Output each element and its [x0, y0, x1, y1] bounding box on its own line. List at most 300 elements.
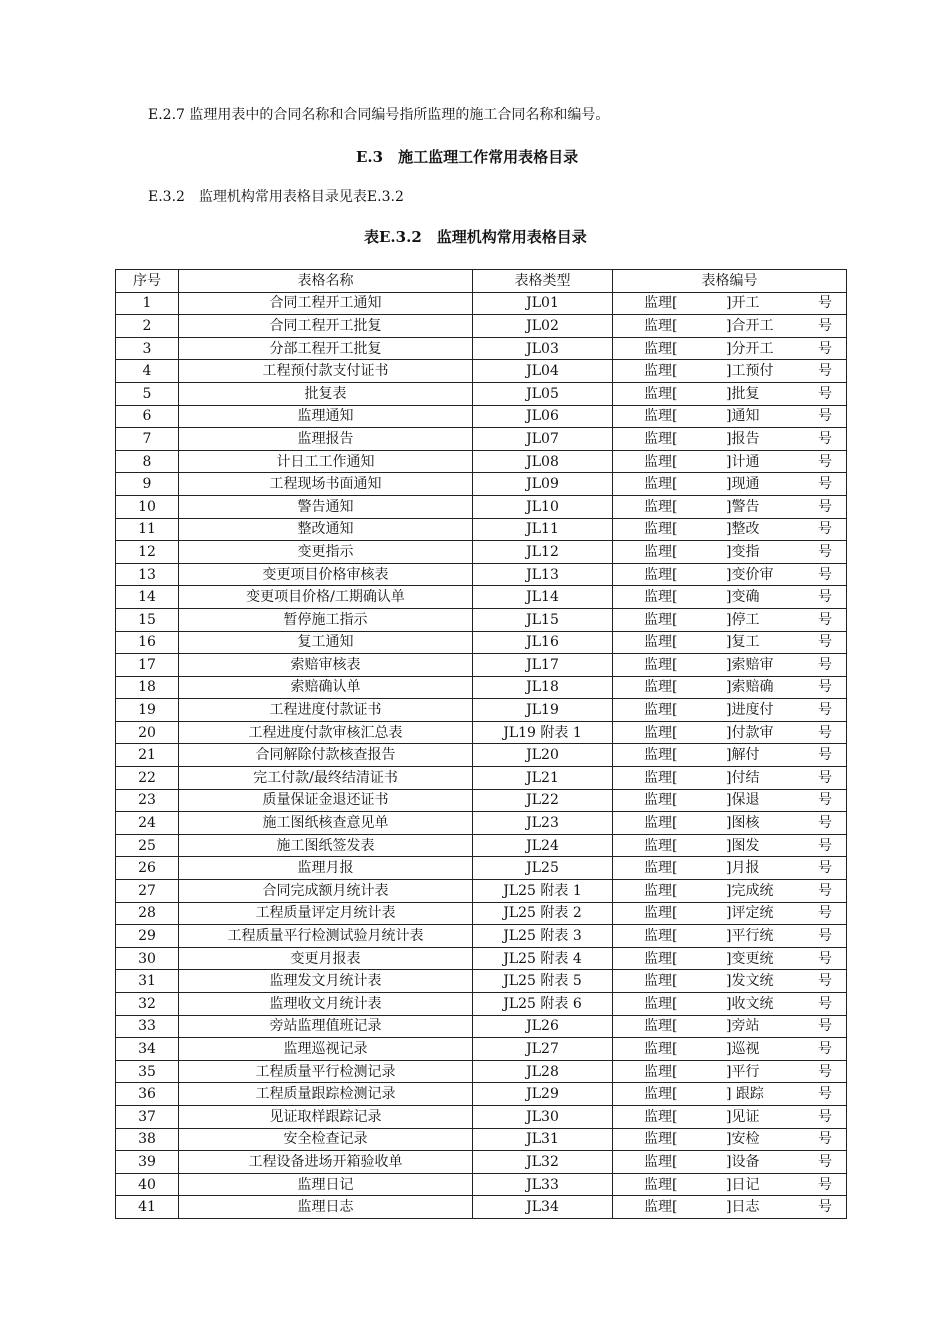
form-catalog-table	[115, 269, 847, 1219]
code-suffix: 号	[818, 950, 832, 967]
row-form-type: JL26	[473, 1015, 613, 1038]
row-form-code	[613, 744, 847, 767]
table-row	[116, 902, 847, 925]
row-form-type: JL06	[473, 405, 613, 428]
code-prefix: 监理[	[644, 340, 678, 357]
row-form-code	[613, 993, 847, 1016]
code-suffix: 号	[818, 611, 832, 628]
row-form-name: 分部工程开工批复	[179, 337, 473, 360]
row-form-code	[613, 857, 847, 880]
code-abbrev: ]月报	[726, 860, 760, 877]
table-row	[116, 563, 847, 586]
row-no: 5	[116, 382, 179, 405]
row-form-name: 变更指示	[179, 541, 473, 564]
row-no: 16	[116, 631, 179, 654]
row-form-name: 工程质量平行检测试验月统计表	[179, 925, 473, 948]
row-form-code	[613, 360, 847, 383]
code-prefix: 监理[	[644, 295, 678, 312]
row-form-type: JL10	[473, 495, 613, 518]
row-form-name: 安全检查记录	[179, 1128, 473, 1151]
header-no: 序号	[116, 270, 179, 293]
code-suffix: 号	[818, 476, 832, 493]
row-form-code	[613, 1060, 847, 1083]
row-no: 38	[116, 1128, 179, 1151]
header-form-type: 表格类型	[473, 270, 613, 293]
code-prefix: 监理[	[644, 656, 678, 673]
code-suffix: 号	[818, 837, 832, 854]
row-form-code	[613, 812, 847, 835]
code-abbrev: ]安检	[726, 1131, 760, 1148]
table-row	[116, 608, 847, 631]
code-abbrev: ]警告	[726, 498, 760, 515]
row-form-type: JL25 附表 1	[473, 880, 613, 903]
code-suffix: 号	[818, 566, 832, 583]
row-form-code	[613, 428, 847, 451]
code-suffix: 号	[818, 408, 832, 425]
code-abbrev: ]巡视	[726, 1040, 760, 1057]
row-no: 15	[116, 608, 179, 631]
code-abbrev: ]变指	[726, 543, 760, 560]
row-form-type: JL25 附表 4	[473, 947, 613, 970]
table-row	[116, 857, 847, 880]
row-form-code	[613, 541, 847, 564]
code-abbrev: ]发文统	[726, 973, 774, 990]
table-row	[116, 721, 847, 744]
code-prefix: 监理[	[644, 815, 678, 832]
row-form-code	[613, 947, 847, 970]
code-abbrev: ]索赔审	[726, 656, 774, 673]
code-abbrev: ]工预付	[726, 363, 774, 380]
table-row	[116, 812, 847, 835]
row-no: 23	[116, 789, 179, 812]
row-no: 11	[116, 518, 179, 541]
code-abbrev: ]设备	[726, 1153, 760, 1170]
row-no: 10	[116, 495, 179, 518]
row-no: 19	[116, 699, 179, 722]
code-prefix: 监理[	[644, 995, 678, 1012]
table-row	[116, 315, 847, 338]
code-abbrev: ]合开工	[726, 317, 774, 334]
row-form-type: JL07	[473, 428, 613, 451]
row-form-name: 工程进度付款审核汇总表	[179, 721, 473, 744]
table-row	[116, 292, 847, 315]
row-no: 30	[116, 947, 179, 970]
code-prefix: 监理[	[644, 408, 678, 425]
row-form-code	[613, 315, 847, 338]
code-prefix: 监理[	[644, 611, 678, 628]
row-form-name: 变更项目价格审核表	[179, 563, 473, 586]
row-form-type: JL03	[473, 337, 613, 360]
code-prefix: 监理[	[644, 1199, 678, 1216]
row-no: 4	[116, 360, 179, 383]
row-no: 32	[116, 993, 179, 1016]
row-form-name: 监理日志	[179, 1196, 473, 1219]
row-form-code	[613, 608, 847, 631]
table-row	[116, 925, 847, 948]
row-form-code	[613, 789, 847, 812]
code-prefix: 监理[	[644, 385, 678, 402]
code-suffix: 号	[818, 995, 832, 1012]
row-form-type: JL28	[473, 1060, 613, 1083]
code-prefix: 监理[	[644, 453, 678, 470]
row-no: 13	[116, 563, 179, 586]
code-prefix: 监理[	[644, 476, 678, 493]
table-row	[116, 654, 847, 677]
row-form-type: JL25 附表 2	[473, 902, 613, 925]
row-form-code	[613, 902, 847, 925]
row-form-name: 整改通知	[179, 518, 473, 541]
code-suffix: 号	[818, 928, 832, 945]
row-form-name: 暂停施工指示	[179, 608, 473, 631]
row-form-code	[613, 405, 847, 428]
row-form-name: 索赔审核表	[179, 654, 473, 677]
row-form-type: JL20	[473, 744, 613, 767]
table-row	[116, 1196, 847, 1219]
row-form-type: JL24	[473, 834, 613, 857]
code-suffix: 号	[818, 453, 832, 470]
code-prefix: 监理[	[644, 679, 678, 696]
table-row	[116, 1015, 847, 1038]
table-row	[116, 1173, 847, 1196]
row-form-code	[613, 654, 847, 677]
code-suffix: 号	[818, 1018, 832, 1035]
table-row	[116, 586, 847, 609]
row-form-type: JL09	[473, 473, 613, 496]
header-form-code: 表格编号	[613, 270, 847, 293]
row-form-name: 合同工程开工通知	[179, 292, 473, 315]
code-prefix: 监理[	[644, 702, 678, 719]
row-no: 25	[116, 834, 179, 857]
row-form-type: JL22	[473, 789, 613, 812]
row-no: 7	[116, 428, 179, 451]
row-form-code	[613, 382, 847, 405]
row-form-type: JL27	[473, 1038, 613, 1061]
row-form-name: 工程质量平行检测记录	[179, 1060, 473, 1083]
code-suffix: 号	[818, 543, 832, 560]
row-form-name: 施工图纸核查意见单	[179, 812, 473, 835]
code-suffix: 号	[818, 295, 832, 312]
code-abbrev: ]变确	[726, 589, 760, 606]
row-form-code	[613, 767, 847, 790]
table-row	[116, 541, 847, 564]
code-suffix: 号	[818, 385, 832, 402]
code-suffix: 号	[818, 815, 832, 832]
code-prefix: 监理[	[644, 928, 678, 945]
row-form-type: JL25 附表 3	[473, 925, 613, 948]
row-no: 37	[116, 1105, 179, 1128]
code-abbrev: ]付款审	[726, 724, 774, 741]
row-form-type: JL34	[473, 1196, 613, 1219]
row-form-type: JL15	[473, 608, 613, 631]
row-form-type: JL17	[473, 654, 613, 677]
code-prefix: 监理[	[644, 634, 678, 651]
row-no: 12	[116, 541, 179, 564]
row-form-name: 复工通知	[179, 631, 473, 654]
row-form-code	[613, 1151, 847, 1174]
row-form-type: JL01	[473, 292, 613, 315]
row-form-type: JL16	[473, 631, 613, 654]
row-no: 18	[116, 676, 179, 699]
table-row	[116, 1083, 847, 1106]
row-form-name: 合同解除付款核查报告	[179, 744, 473, 767]
code-prefix: 监理[	[644, 566, 678, 583]
row-no: 27	[116, 880, 179, 903]
row-no: 29	[116, 925, 179, 948]
row-form-code	[613, 721, 847, 744]
code-abbrev: ]保退	[726, 792, 760, 809]
row-form-code	[613, 631, 847, 654]
code-suffix: 号	[818, 702, 832, 719]
table-row	[116, 834, 847, 857]
row-form-code	[613, 676, 847, 699]
code-suffix: 号	[818, 860, 832, 877]
clause-e-3-2: E.3.2 监理机构常用表格目录见表E.3.2	[148, 189, 404, 205]
table-row	[116, 1105, 847, 1128]
code-prefix: 监理[	[644, 521, 678, 538]
code-prefix: 监理[	[644, 882, 678, 899]
table-row	[116, 676, 847, 699]
code-abbrev: ]计通	[726, 453, 760, 470]
code-prefix: 监理[	[644, 430, 678, 447]
table-row	[116, 1151, 847, 1174]
code-suffix: 号	[818, 905, 832, 922]
row-form-code	[613, 970, 847, 993]
row-form-code	[613, 450, 847, 473]
code-abbrev: ]分开工	[726, 340, 774, 357]
code-prefix: 监理[	[644, 950, 678, 967]
row-no: 2	[116, 315, 179, 338]
row-form-type: JL25 附表 6	[473, 993, 613, 1016]
row-form-type: JL14	[473, 586, 613, 609]
row-no: 34	[116, 1038, 179, 1061]
code-suffix: 号	[818, 792, 832, 809]
code-abbrev: ]评定统	[726, 905, 774, 922]
code-abbrev: ]见证	[726, 1108, 760, 1125]
row-no: 14	[116, 586, 179, 609]
row-no: 24	[116, 812, 179, 835]
code-suffix: 号	[818, 724, 832, 741]
row-form-code	[613, 1038, 847, 1061]
row-form-type: JL25 附表 5	[473, 970, 613, 993]
code-abbrev: ]变更统	[726, 950, 774, 967]
row-form-name: 工程预付款支付证书	[179, 360, 473, 383]
table-row	[116, 518, 847, 541]
row-form-type: JL12	[473, 541, 613, 564]
row-form-code	[613, 563, 847, 586]
row-form-code	[613, 1105, 847, 1128]
row-no: 41	[116, 1196, 179, 1219]
row-form-type: JL02	[473, 315, 613, 338]
row-no: 35	[116, 1060, 179, 1083]
table-row	[116, 450, 847, 473]
row-form-name: 工程质量跟踪检测记录	[179, 1083, 473, 1106]
code-prefix: 监理[	[644, 1040, 678, 1057]
table-row	[116, 405, 847, 428]
clause-e-2-7: E.2.7 监理用表中的合同名称和合同编号指所监理的施工合同名称和编号。	[148, 107, 610, 123]
table-title: 表E.3.2 监理机构常用表格目录	[364, 228, 587, 246]
row-form-type: JL31	[473, 1128, 613, 1151]
table-row	[116, 880, 847, 903]
row-form-code	[613, 473, 847, 496]
code-abbrev: ]整改	[726, 521, 760, 538]
table-row	[116, 1060, 847, 1083]
code-abbrev: ]解付	[726, 747, 760, 764]
code-suffix: 号	[818, 656, 832, 673]
row-form-name: 工程现场书面通知	[179, 473, 473, 496]
code-prefix: 监理[	[644, 1086, 678, 1103]
code-abbrev: ] 跟踪	[726, 1086, 764, 1103]
code-suffix: 号	[818, 340, 832, 357]
code-prefix: 监理[	[644, 1018, 678, 1035]
row-no: 39	[116, 1151, 179, 1174]
table-header-row	[116, 270, 847, 293]
code-suffix: 号	[818, 679, 832, 696]
row-form-name: 计日工工作通知	[179, 450, 473, 473]
code-suffix: 号	[818, 521, 832, 538]
code-abbrev: ]图发	[726, 837, 760, 854]
row-form-code	[613, 1015, 847, 1038]
code-abbrev: ]收文统	[726, 995, 774, 1012]
code-suffix: 号	[818, 634, 832, 651]
row-form-type: JL30	[473, 1105, 613, 1128]
row-no: 17	[116, 654, 179, 677]
code-abbrev: ]批复	[726, 385, 760, 402]
row-form-code	[613, 292, 847, 315]
row-no: 6	[116, 405, 179, 428]
row-form-type: JL25	[473, 857, 613, 880]
code-suffix: 号	[818, 589, 832, 606]
row-form-name: 监理月报	[179, 857, 473, 880]
row-no: 31	[116, 970, 179, 993]
code-suffix: 号	[818, 1153, 832, 1170]
code-prefix: 监理[	[644, 724, 678, 741]
row-form-code	[613, 1128, 847, 1151]
code-abbrev: ]完成统	[726, 882, 774, 899]
code-abbrev: ]旁站	[726, 1018, 760, 1035]
table-row	[116, 382, 847, 405]
row-form-type: JL32	[473, 1151, 613, 1174]
row-form-type: JL21	[473, 767, 613, 790]
row-no: 20	[116, 721, 179, 744]
code-abbrev: ]复工	[726, 634, 760, 651]
table-row	[116, 789, 847, 812]
code-prefix: 监理[	[644, 363, 678, 380]
code-prefix: 监理[	[644, 1176, 678, 1193]
code-suffix: 号	[818, 747, 832, 764]
code-suffix: 号	[818, 1176, 832, 1193]
row-form-name: 工程进度付款证书	[179, 699, 473, 722]
row-no: 26	[116, 857, 179, 880]
code-suffix: 号	[818, 1040, 832, 1057]
code-suffix: 号	[818, 1131, 832, 1148]
code-abbrev: ]平行统	[726, 928, 774, 945]
row-form-type: JL33	[473, 1173, 613, 1196]
code-abbrev: ]日志	[726, 1199, 760, 1216]
code-prefix: 监理[	[644, 317, 678, 334]
table-row	[116, 473, 847, 496]
row-form-name: 合同工程开工批复	[179, 315, 473, 338]
row-form-name: 见证取样跟踪记录	[179, 1105, 473, 1128]
row-form-type: JL11	[473, 518, 613, 541]
code-abbrev: ]停工	[726, 611, 760, 628]
row-no: 22	[116, 767, 179, 790]
code-abbrev: ]进度付	[726, 702, 774, 719]
table-row	[116, 428, 847, 451]
row-form-name: 监理日记	[179, 1173, 473, 1196]
table-body	[116, 292, 847, 1218]
row-form-code	[613, 699, 847, 722]
code-suffix: 号	[818, 1063, 832, 1080]
code-prefix: 监理[	[644, 837, 678, 854]
row-no: 33	[116, 1015, 179, 1038]
code-prefix: 监理[	[644, 543, 678, 560]
row-no: 28	[116, 902, 179, 925]
row-form-code	[613, 880, 847, 903]
code-prefix: 监理[	[644, 1131, 678, 1148]
row-form-code	[613, 1173, 847, 1196]
row-form-name: 旁站监理值班记录	[179, 1015, 473, 1038]
code-abbrev: ]现通	[726, 476, 760, 493]
row-form-type: JL13	[473, 563, 613, 586]
code-prefix: 监理[	[644, 792, 678, 809]
row-form-name: 合同完成额月统计表	[179, 880, 473, 903]
code-suffix: 号	[818, 1199, 832, 1216]
row-form-name: 变更项目价格/工期确认单	[179, 586, 473, 609]
row-form-type: JL29	[473, 1083, 613, 1106]
code-abbrev: ]图核	[726, 815, 760, 832]
row-form-type: JL08	[473, 450, 613, 473]
code-prefix: 监理[	[644, 1063, 678, 1080]
row-form-name: 施工图纸签发表	[179, 834, 473, 857]
code-abbrev: ]变价审	[726, 566, 774, 583]
table-row	[116, 993, 847, 1016]
section-heading: E.3 施工监理工作常用表格目录	[356, 148, 579, 166]
row-form-code	[613, 1196, 847, 1219]
code-suffix: 号	[818, 973, 832, 990]
row-form-name: 监理发文月统计表	[179, 970, 473, 993]
row-form-type: JL18	[473, 676, 613, 699]
header-form-name: 表格名称	[179, 270, 473, 293]
row-form-name: 批复表	[179, 382, 473, 405]
row-form-type: JL04	[473, 360, 613, 383]
row-no: 8	[116, 450, 179, 473]
row-form-name: 监理巡视记录	[179, 1038, 473, 1061]
code-abbrev: ]索赔确	[726, 679, 774, 696]
row-no: 36	[116, 1083, 179, 1106]
row-no: 3	[116, 337, 179, 360]
row-form-code	[613, 1083, 847, 1106]
row-form-name: 质量保证金退还证书	[179, 789, 473, 812]
row-form-name: 索赔确认单	[179, 676, 473, 699]
row-form-code	[613, 925, 847, 948]
code-abbrev: ]开工	[726, 295, 760, 312]
code-suffix: 号	[818, 1108, 832, 1125]
code-abbrev: ]付结	[726, 769, 760, 786]
code-suffix: 号	[818, 1086, 832, 1103]
table-row	[116, 699, 847, 722]
code-abbrev: ]平行	[726, 1063, 760, 1080]
code-suffix: 号	[818, 882, 832, 899]
table-row	[116, 744, 847, 767]
code-prefix: 监理[	[644, 1153, 678, 1170]
row-form-code	[613, 518, 847, 541]
code-suffix: 号	[818, 363, 832, 380]
code-abbrev: ]日记	[726, 1176, 760, 1193]
row-form-name: 工程质量评定月统计表	[179, 902, 473, 925]
code-prefix: 监理[	[644, 589, 678, 606]
row-form-name: 完工付款/最终结清证书	[179, 767, 473, 790]
row-form-name: 监理收文月统计表	[179, 993, 473, 1016]
